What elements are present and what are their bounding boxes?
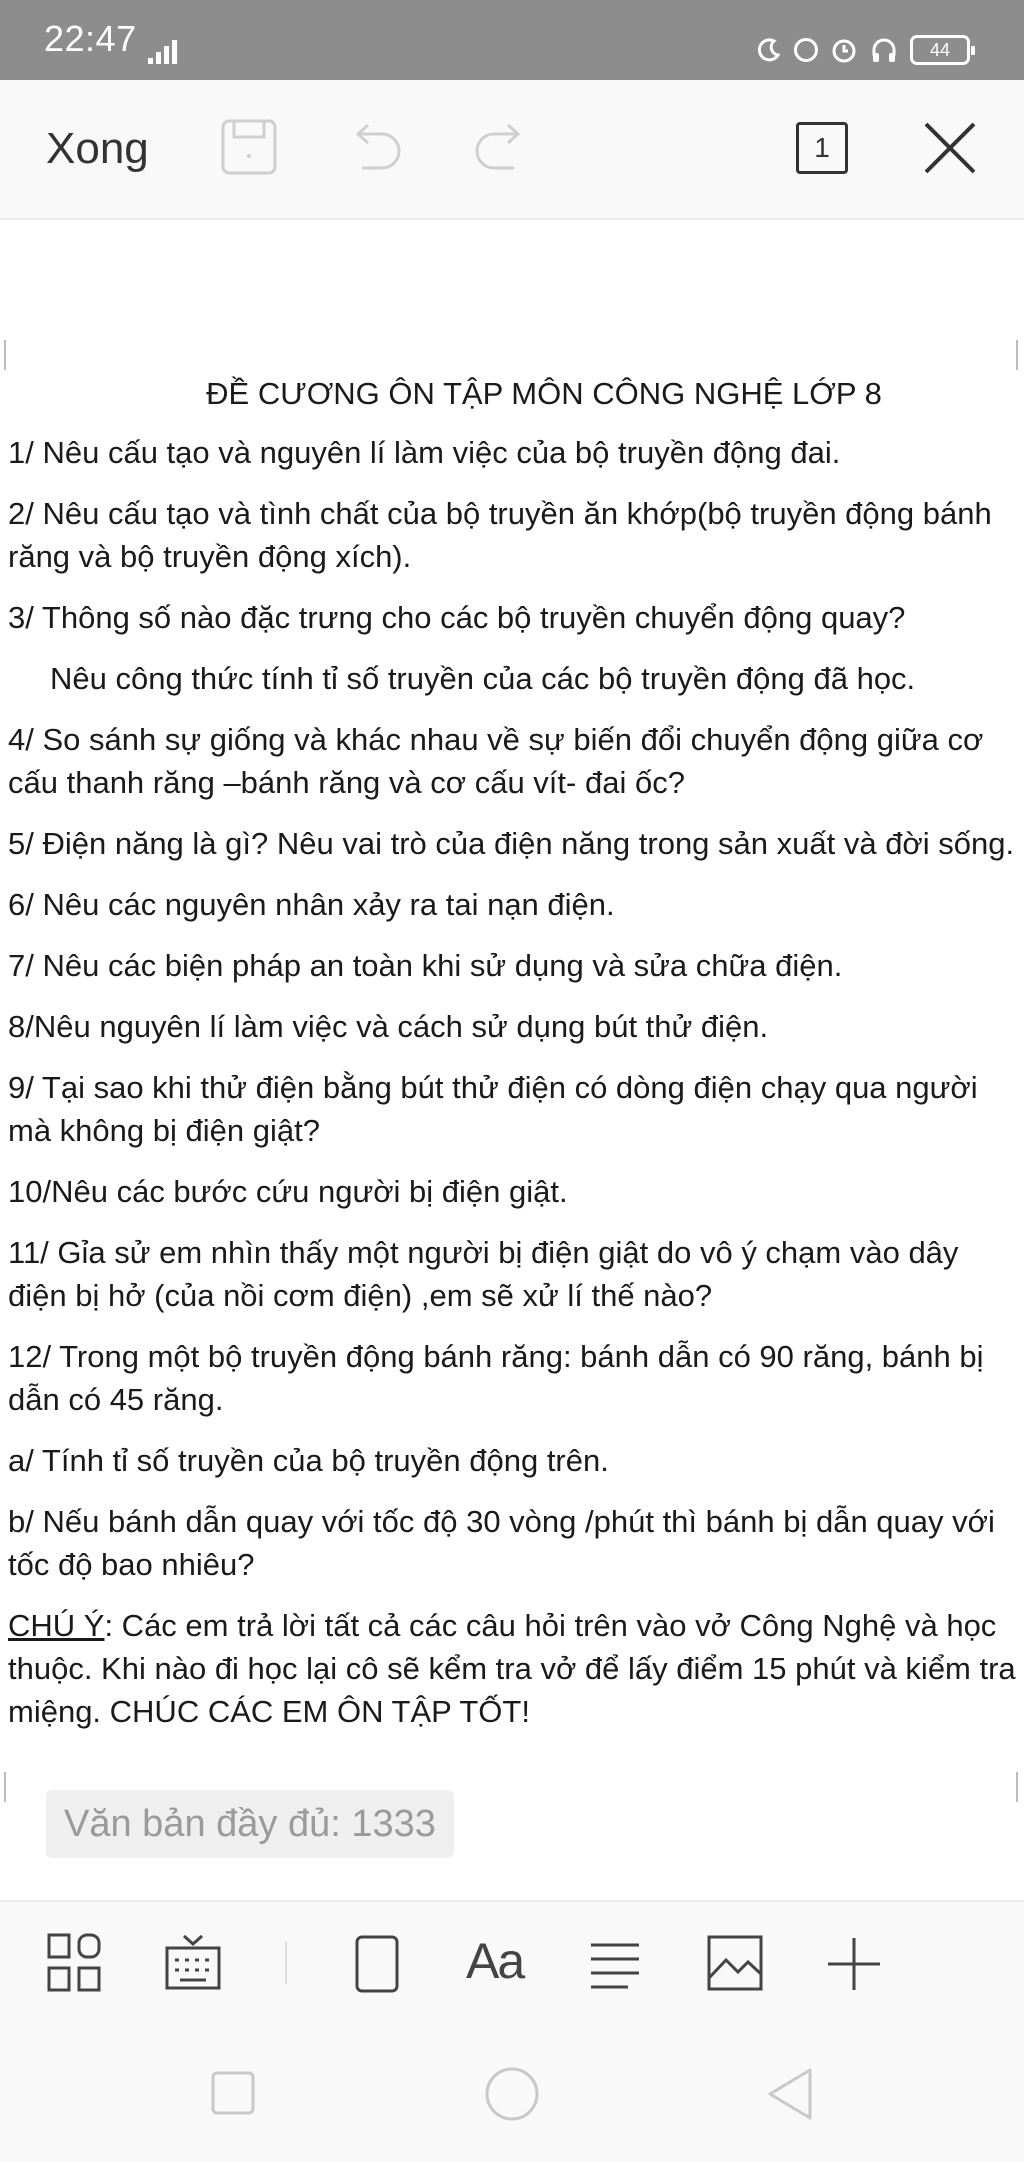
question-8: 8/Nêu nguyên lí làm việc và cách sử dụng bút thử điện. bbox=[8, 1009, 769, 1044]
close-icon[interactable] bbox=[920, 118, 980, 178]
alarm-icon bbox=[830, 36, 858, 64]
save-icon[interactable] bbox=[220, 118, 278, 176]
editor-toolbar bbox=[0, 80, 1024, 220]
question-4: 4/ So sánh sự giống và khác nhau về sự biến đổi chuyển động giữa cơ cấu thanh răng –bánh răng và cơ cấu vít- đai ốc? bbox=[8, 722, 984, 800]
question-11: 11/ Gỉa sử em nhìn thấy một người bị điện giật do vô ý chạm vào dây điện bị hở (của nồi cơm điện) ,em sẽ xử lí thế nào? bbox=[8, 1235, 959, 1313]
document-title: ĐỀ CƯƠNG ÔN TẬP MÔN CÔNG NGHỆ LỚP 8 bbox=[206, 376, 882, 411]
page-count-icon[interactable]: 1 bbox=[796, 122, 848, 174]
done-button[interactable]: Xong bbox=[46, 124, 149, 173]
question-9: 9/ Tại sao khi thử điện bằng bút thử điện có dòng điện chạy qua người mà không bị điện giật? bbox=[8, 1070, 978, 1148]
status-time: 22:47 bbox=[44, 18, 137, 59]
recents-icon[interactable] bbox=[210, 2070, 256, 2116]
fullscreen-icon[interactable] bbox=[354, 1934, 400, 1994]
note-label: CHÚ Ý bbox=[8, 1608, 105, 1643]
status-bar bbox=[0, 0, 1024, 80]
page-corner-marker bbox=[4, 340, 16, 370]
keyboard-icon[interactable] bbox=[164, 1932, 222, 1994]
home-icon[interactable] bbox=[484, 2066, 540, 2122]
page-corner-marker bbox=[4, 1772, 16, 1802]
add-icon[interactable] bbox=[826, 1936, 882, 1992]
question-7: 7/ Nêu các biện pháp an toàn khi sử dụng và sửa chữa điện. bbox=[8, 948, 843, 983]
page-corner-marker bbox=[1016, 1772, 1024, 1802]
question-1: 1/ Nêu cấu tạo và nguyên lí làm việc của bộ truyền động đai. bbox=[8, 435, 841, 470]
undo-icon[interactable] bbox=[346, 120, 406, 176]
document-body[interactable] bbox=[8, 372, 1020, 1733]
redo-icon[interactable] bbox=[470, 120, 530, 176]
question-12b: b/ Nếu bánh dẫn quay với tốc độ 30 vòng /phút thì bánh bị dẫn quay với tốc độ bao nhiêu? bbox=[8, 1504, 995, 1582]
status-icons bbox=[756, 34, 970, 66]
image-icon[interactable] bbox=[706, 1934, 764, 1992]
question-12a: a/ Tính tỉ số truyền của bộ truyền động trên. bbox=[8, 1443, 609, 1478]
text-format-icon[interactable]: Aa bbox=[466, 1933, 524, 1989]
question-10: 10/Nêu các bước cứu người bị điện giật. bbox=[8, 1174, 568, 1209]
back-icon[interactable] bbox=[764, 2066, 814, 2122]
full-text-count-badge: Văn bản đầy đủ: 1333 bbox=[46, 1790, 454, 1858]
question-3: 3/ Thông số nào đặc trưng cho các bộ truyền chuyển động quay? bbox=[8, 600, 906, 635]
apps-icon[interactable] bbox=[46, 1932, 102, 1994]
data-saver-icon bbox=[794, 38, 818, 62]
headphones-icon bbox=[870, 36, 898, 64]
note-text: : Các em trả lời tất cả các câu hỏi trên vào vở Công Nghệ và học thuộc. Khi nào đi học lại cô sẽ kểm tra vở để lấy điểm 15 phút và kiểm tra miệng. CHÚC CÁC EM ÔN TẬP TỐT! bbox=[8, 1608, 1016, 1729]
bottom-toolbar bbox=[0, 1900, 1024, 2024]
moon-icon bbox=[756, 37, 782, 63]
navigation-bar bbox=[0, 2022, 1024, 2162]
toolbar-divider bbox=[285, 1942, 287, 1984]
page-corner-marker bbox=[1016, 340, 1024, 370]
question-2: 2/ Nêu cấu tạo và tình chất của bộ truyền ăn khớp(bộ truyền động bánh răng và bộ truyền động xích). bbox=[8, 496, 992, 574]
question-5: 5/ Điện năng là gì? Nêu vai trò của điện năng trong sản xuất và đời sống. bbox=[8, 826, 1015, 861]
battery-icon: 44 bbox=[910, 35, 970, 65]
question-3-sub: Nêu công thức tính tỉ số truyền của các bộ truyền động đã học. bbox=[50, 661, 916, 696]
question-6: 6/ Nêu các nguyên nhân xảy ra tai nạn điện. bbox=[8, 887, 615, 922]
question-12: 12/ Trong một bộ truyền động bánh răng: bánh dẫn có 90 răng, bánh bị dẫn có 45 răng. bbox=[8, 1339, 984, 1417]
signal-icon bbox=[148, 40, 180, 64]
note-paragraph bbox=[8, 1604, 1020, 1733]
align-icon[interactable] bbox=[588, 1940, 642, 1990]
